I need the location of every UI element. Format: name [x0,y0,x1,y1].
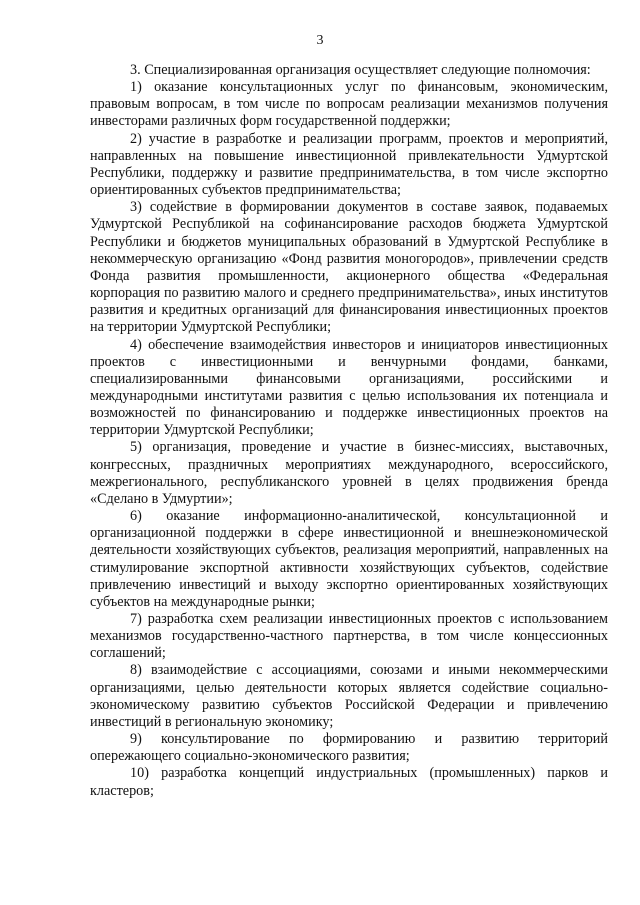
paragraph-item-2: 2) участие в разработке и реализации программ, проектов и мероприятий, направленных на повышение инвестиционной привлекательности Удмуртской Республики, поддержку и развитие предпринимательства, в том числе экспортно ориентированных субъектов предпринимательства; [90,130,608,199]
paragraph-item-6: 6) оказание информационно-аналитической, консультационной и организационной поддержки в сфере инвестиционной и внешнеэкономической деятельности хозяйствующих субъектов, реализация мероприятий, направленных на стимулирование экспортной активности хозяйствующих субъектов, содействие привлечению инвестиций и выходу экспортно ориентированных хозяйствующих субъектов на международные рынки; [90,508,608,610]
paragraph-powers-intro: 3. Специализированная организация осуществляет следующие полномочия: [130,62,591,78]
page-number: 3 [316,33,324,48]
paragraph-item-5: 5) организация, проведение и участие в бизнес-миссиях, выставочных, конгрессных, праздничных мероприятиях международного, всероссийского, межрегионального, республиканского уровней в целях продвижения бренда «Сделано в Удмуртии»; [90,439,608,507]
paragraph-item-8: 8) взаимодействие с ассоциациями, союзами и иными некоммерческими организациями, целью деятельности которых является содействие социально-экономическому развитию субъектов Российской Федерации и привлечению инвестиций в региональную экономику; [90,662,608,730]
paragraph-item-10: 10) разработка концепций индустриальных (промышленных) парков и кластеров; [90,765,608,799]
paragraph-item-7: 7) разработка схем реализации инвестиционных проектов с использованием механизмов государственно-частного партнерства, в том числе концессионных соглашений; [90,611,608,662]
paragraph-item-4: 4) обеспечение взаимодействия инвесторов и инициаторов инвестиционных проектов с инвестиционными и венчурными фондами, банками, специализированными финансовыми организациями, российскими и международными институтами развития с целью использования их потенциала и возможностей по финансированию и поддержке инвестиционных проектов на территории Удмуртской Республики; [90,336,608,439]
paragraph-item-9: 9) консультирование по формированию и развитию территорий опережающего социально-экономического развития; [90,731,608,765]
paragraph-item-1: 1) оказание консультационных услуг по финансовым, экономическим, правовым вопросам, в том числе по вопросам реализации механизмов получения инвесторами различных форм государственной поддержки; [90,79,608,130]
paragraph-item-3: 3) содействие в формировании документов в составе заявок, подаваемых Удмуртской Республикой на софинансирование расходов бюджета Удмуртской Республики и бюджетов муниципальных образований в Удмуртской Республике в некоммерческую организацию «Фонд развития моногородов», привлечении средств Фонда развития промышленности, акционерного общества «Федеральная корпорация по развитию малого и среднего предпринимательства», иных институтов развития и кредитных организаций для финансирования инвестиционных проектов на территории Удмуртской Республики; [90,199,608,336]
document-body [90,62,608,800]
